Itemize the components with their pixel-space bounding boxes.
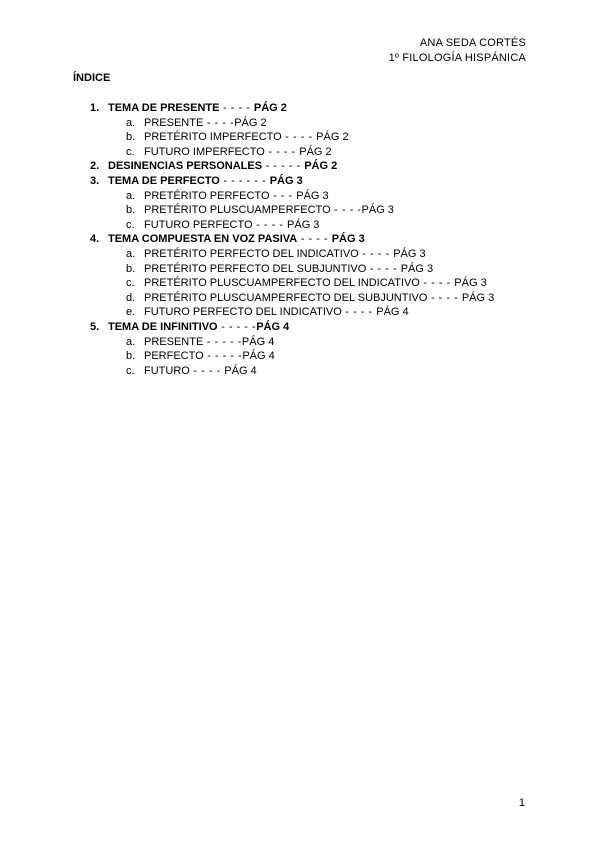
leader-dashes: - - - - -	[217, 320, 257, 333]
subsection-letter: a.	[126, 116, 136, 129]
page-number: 1	[518, 797, 525, 809]
section-page: PÁG 2	[253, 102, 287, 114]
section-number: 1.	[90, 102, 100, 114]
subsection-title: PERFECTO	[144, 350, 204, 363]
subsection-title: PRETÉRITO PERFECTO DEL INDICATIVO	[144, 247, 359, 260]
subsection-page: PÁG 2	[299, 145, 332, 158]
subsection-title: PRETÉRITO PLUSCUAMPERFECTO DEL INDICATIVO	[144, 277, 420, 290]
subsection-letter: a.	[126, 189, 136, 202]
subsection-page: PÁG 4	[376, 306, 409, 319]
subsection-title: PRETÉRITO IMPERFECTO	[144, 131, 282, 144]
subsection-page: PÁG 3	[361, 204, 394, 217]
section-title: TEMA DE INFINITIVO	[108, 320, 218, 333]
toc-subsection	[90, 247, 530, 262]
toc-subsection	[90, 145, 530, 160]
subsection-letter: b.	[126, 204, 136, 217]
subsection-title: FUTURO PERFECTO DEL INDICATIVO	[144, 306, 342, 319]
section-title: TEMA COMPUESTA EN VOZ PASIVA	[108, 233, 298, 246]
subsection-page: PÁG 4	[242, 350, 275, 363]
subsection-title: FUTURO	[144, 364, 190, 377]
leader-dashes: - - - -	[419, 277, 455, 290]
section-number: 3.	[90, 174, 100, 187]
subsection-letter: b.	[126, 350, 136, 363]
subsection-page: PÁG 4	[241, 335, 275, 348]
subsection-page: PÁG 2	[234, 116, 267, 129]
leader-dashes: - - - -	[358, 247, 394, 260]
author-name: ANA SEDA CORTÉS	[419, 37, 526, 49]
course-name: 1º FILOLOGÍA HISPÁNICA	[388, 52, 526, 64]
subsection-page: PÁG 3	[461, 291, 495, 304]
toc-subsection	[90, 116, 530, 131]
subsection-title: PRETÉRITO PLUSCUAMPERFECTO DEL SUBJUNTIVO	[144, 291, 428, 304]
subsection-title: FUTURO PERFECTO	[144, 218, 253, 231]
toc-subsection	[90, 203, 530, 218]
toc-subsection	[90, 218, 530, 233]
leader-dashes: - - - -	[281, 131, 317, 144]
subsection-title: PRESENTE	[144, 335, 204, 348]
toc-subsection	[90, 262, 530, 277]
section-page: PÁG 4	[256, 320, 290, 333]
toc-subsection	[90, 276, 530, 291]
subsection-title: FUTURO IMPERFECTO	[144, 145, 265, 158]
leader-dashes: - - - - - -	[219, 174, 270, 187]
section-title: DESINENCIAS PERSONALES	[108, 160, 263, 173]
subsection-page: PÁG 3	[393, 247, 426, 260]
index-title: ÍNDICE	[73, 72, 111, 84]
section-number: 4.	[90, 233, 100, 246]
toc-subsection	[90, 305, 530, 320]
leader-dashes: - - - - -	[203, 350, 243, 363]
subsection-letter: c.	[126, 277, 135, 290]
subsection-page: PÁG 4	[224, 364, 257, 377]
table-of-contents	[90, 101, 530, 378]
subsection-title: PRETÉRITO PLUSCUAMPERFECTO	[144, 204, 331, 217]
leader-dashes: - - - - -	[262, 160, 305, 173]
subsection-letter: a.	[126, 335, 136, 348]
subsection-page: PÁG 3	[400, 262, 434, 275]
leader-dashes: - - - -	[427, 291, 462, 304]
leader-dashes: - - - -	[219, 102, 254, 114]
subsection-title: PRETÉRITO PERFECTO DEL SUBJUNTIVO	[144, 262, 367, 275]
toc-section	[90, 174, 530, 189]
leader-dashes: - - - -	[366, 262, 401, 275]
subsection-letter: c.	[126, 145, 135, 158]
subsection-page: PÁG 3	[296, 189, 329, 202]
leader-dashes: - - - -	[264, 145, 300, 158]
section-page: PÁG 2	[304, 160, 338, 173]
subsection-letter: d.	[126, 291, 136, 304]
toc-subsection	[90, 130, 530, 145]
toc-subsection	[90, 349, 530, 364]
leader-dashes: - - - -	[330, 204, 362, 217]
section-number: 2.	[90, 160, 100, 173]
toc-section	[90, 159, 530, 174]
section-title: TEMA DE PERFECTO	[108, 174, 220, 187]
leader-dashes: - - -	[269, 189, 297, 202]
section-number: 5.	[90, 320, 100, 333]
subsection-letter: c.	[126, 218, 135, 231]
section-title: TEMA DE PRESENTE	[108, 102, 220, 114]
leader-dashes: - - - - -	[203, 335, 242, 348]
toc-section	[90, 320, 530, 335]
toc-section	[90, 232, 530, 247]
section-page: PÁG 3	[331, 233, 365, 246]
subsection-letter: a.	[126, 247, 136, 260]
subsection-letter: c.	[126, 364, 135, 377]
document-header	[389, 36, 526, 66]
subsection-letter: b.	[126, 262, 136, 275]
leader-dashes: - - - -	[341, 306, 377, 319]
toc-subsection	[90, 189, 530, 204]
toc-section	[90, 101, 530, 116]
leader-dashes: - - - -	[297, 233, 332, 246]
subsection-letter: e.	[126, 306, 136, 319]
subsection-page: PÁG 3	[287, 218, 320, 231]
subsection-letter: b.	[126, 131, 136, 144]
section-page: PÁG 3	[269, 174, 303, 187]
toc-subsection	[90, 291, 530, 306]
toc-subsection	[90, 364, 530, 379]
subsection-title: PRETÉRITO PERFECTO	[144, 189, 270, 202]
leader-dashes: - - - -	[252, 218, 288, 231]
subsection-title: PRESENTE	[144, 116, 204, 129]
leader-dashes: - - - -	[189, 364, 225, 377]
subsection-page: PÁG 3	[454, 277, 487, 290]
leader-dashes: - - - -	[203, 116, 235, 129]
subsection-page: PÁG 2	[316, 131, 349, 144]
toc-subsection	[90, 335, 530, 350]
